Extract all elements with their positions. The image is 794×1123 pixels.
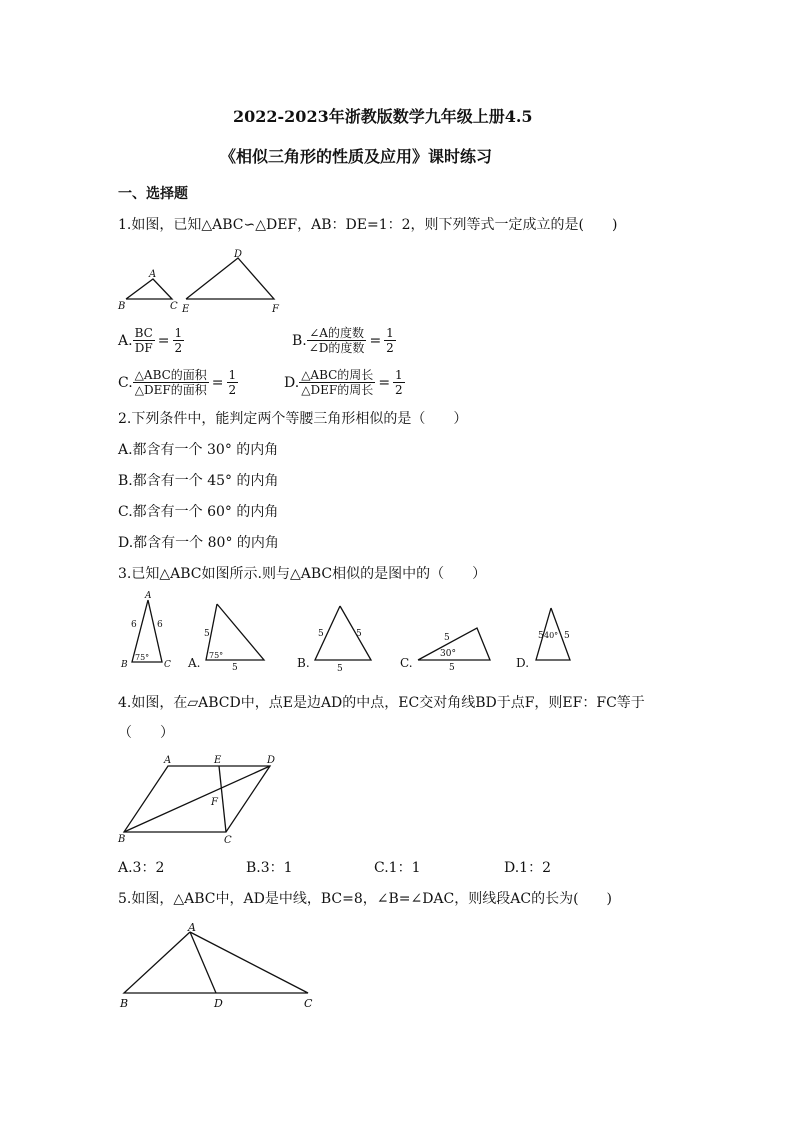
label-f: F bbox=[272, 304, 279, 315]
label-a: A bbox=[188, 921, 196, 934]
fig-letter-a: A. bbox=[188, 656, 201, 670]
label-a: A bbox=[145, 591, 152, 601]
q3-figure bbox=[118, 590, 588, 674]
label-d: D bbox=[267, 755, 276, 766]
label-c: C bbox=[224, 835, 232, 846]
q2-option-b[interactable]: B.都含有一个 45° 的内角 bbox=[118, 473, 279, 489]
frac-den: 2 bbox=[174, 341, 183, 355]
angle-label: 40° bbox=[544, 631, 559, 640]
fig-letter-b: B. bbox=[297, 656, 310, 670]
label-c: C bbox=[304, 997, 313, 1010]
frac-num: 1 bbox=[386, 326, 394, 340]
frac-den: DF bbox=[134, 341, 153, 355]
equals: = bbox=[211, 374, 224, 391]
option-letter: D. bbox=[284, 374, 300, 391]
question-3: 3.已知△ABC如图所示.则与△ABC相似的是图中的（ ） bbox=[118, 566, 487, 582]
side-label: 5 bbox=[444, 633, 450, 643]
side-label: 5 bbox=[538, 631, 544, 641]
q2-option-a[interactable]: A.都含有一个 30° 的内角 bbox=[118, 442, 279, 458]
side-label: 5 bbox=[356, 629, 362, 639]
side-label: 5 bbox=[232, 663, 238, 673]
q1-figure bbox=[116, 246, 286, 318]
q4-option-d[interactable]: D.1：2 bbox=[504, 860, 551, 876]
option-letter: C. bbox=[118, 374, 133, 391]
q1-option-b[interactable] bbox=[292, 326, 396, 355]
side-label: 5 bbox=[204, 629, 210, 639]
side-label: 5 bbox=[318, 629, 324, 639]
title-line-1: 2022-2023年浙教版数学九年级上册4.5 bbox=[233, 107, 533, 126]
label-b: B bbox=[118, 834, 126, 845]
side-label: 5 bbox=[564, 631, 570, 641]
question-2: 2.下列条件中，能判定两个等腰三角形相似的是（ ） bbox=[118, 411, 468, 427]
angle-label: 75° bbox=[209, 651, 224, 660]
section-heading: 一、选择题 bbox=[118, 186, 188, 202]
frac-den: △DEF的周长 bbox=[301, 383, 374, 397]
side-label: 5 bbox=[337, 664, 343, 674]
fig-letter-c: C. bbox=[400, 656, 413, 670]
frac-num: 1 bbox=[395, 368, 403, 382]
q4-figure bbox=[116, 752, 286, 844]
q2-option-c[interactable]: C.都含有一个 60° 的内角 bbox=[118, 504, 279, 520]
frac-num: 1 bbox=[174, 326, 183, 340]
fig-letter-d: D. bbox=[516, 656, 530, 670]
frac-num: △ABC的面积 bbox=[134, 368, 207, 382]
q4-option-c[interactable]: C.1：1 bbox=[374, 860, 421, 876]
equals: = bbox=[378, 374, 391, 391]
frac-num: 1 bbox=[228, 368, 237, 382]
label-d: D bbox=[234, 249, 243, 260]
label-b: B bbox=[118, 301, 126, 312]
frac-den: ∠D的度数 bbox=[308, 341, 365, 355]
q5-figure bbox=[116, 920, 326, 1014]
frac-num: △ABC的周长 bbox=[301, 368, 374, 382]
side-label: 6 bbox=[157, 620, 163, 630]
question-4: 4.如图，在▱ABCD中，点E是边AD的中点，EC交对角线BD于点F，则EF：FC等于 bbox=[118, 695, 645, 711]
frac-den: △DEF的面积 bbox=[134, 383, 207, 397]
label-d: D bbox=[214, 997, 223, 1010]
angle-label: 75° bbox=[135, 653, 150, 662]
side-label: 6 bbox=[131, 620, 137, 630]
equals: = bbox=[157, 332, 170, 349]
label-a: A bbox=[149, 269, 157, 280]
label-e: E bbox=[182, 304, 190, 315]
frac-num: ∠A的度数 bbox=[309, 326, 364, 340]
frac-num: BC bbox=[134, 326, 153, 340]
label-f: F bbox=[211, 797, 218, 808]
q1-option-d[interactable] bbox=[284, 368, 405, 397]
q4-option-b[interactable]: B.3：1 bbox=[246, 860, 293, 876]
equals: = bbox=[369, 332, 382, 349]
label-b: B bbox=[121, 660, 128, 670]
q4-option-a[interactable]: A.3：2 bbox=[118, 860, 165, 876]
q1-option-c[interactable] bbox=[118, 368, 238, 397]
question-4-paren: （ ） bbox=[118, 725, 174, 741]
q1-option-a[interactable] bbox=[118, 326, 184, 355]
frac-den: 2 bbox=[228, 383, 237, 397]
option-letter: B. bbox=[292, 332, 307, 349]
question-5: 5.如图，△ABC中，AD是中线，BC=8，∠B=∠DAC，则线段AC的长为( ) bbox=[118, 891, 612, 907]
angle-label: 30° bbox=[440, 649, 456, 659]
label-a: A bbox=[164, 755, 172, 766]
side-label: 5 bbox=[449, 663, 455, 673]
label-e: E bbox=[214, 755, 222, 766]
q2-option-d[interactable]: D.都含有一个 80° 的内角 bbox=[118, 535, 279, 551]
frac-den: 2 bbox=[386, 341, 394, 355]
label-b: B bbox=[120, 997, 129, 1010]
title-line-2: 《相似三角形的性质及应用》课时练习 bbox=[220, 147, 493, 166]
label-c: C bbox=[164, 660, 171, 670]
frac-den: 2 bbox=[395, 383, 403, 397]
question-1: 1.如图，已知△ABC∽△DEF，AB：DE=1：2，则下列等式一定成立的是( ) bbox=[118, 217, 618, 233]
option-letter: A. bbox=[118, 332, 133, 349]
label-c: C bbox=[170, 301, 178, 312]
